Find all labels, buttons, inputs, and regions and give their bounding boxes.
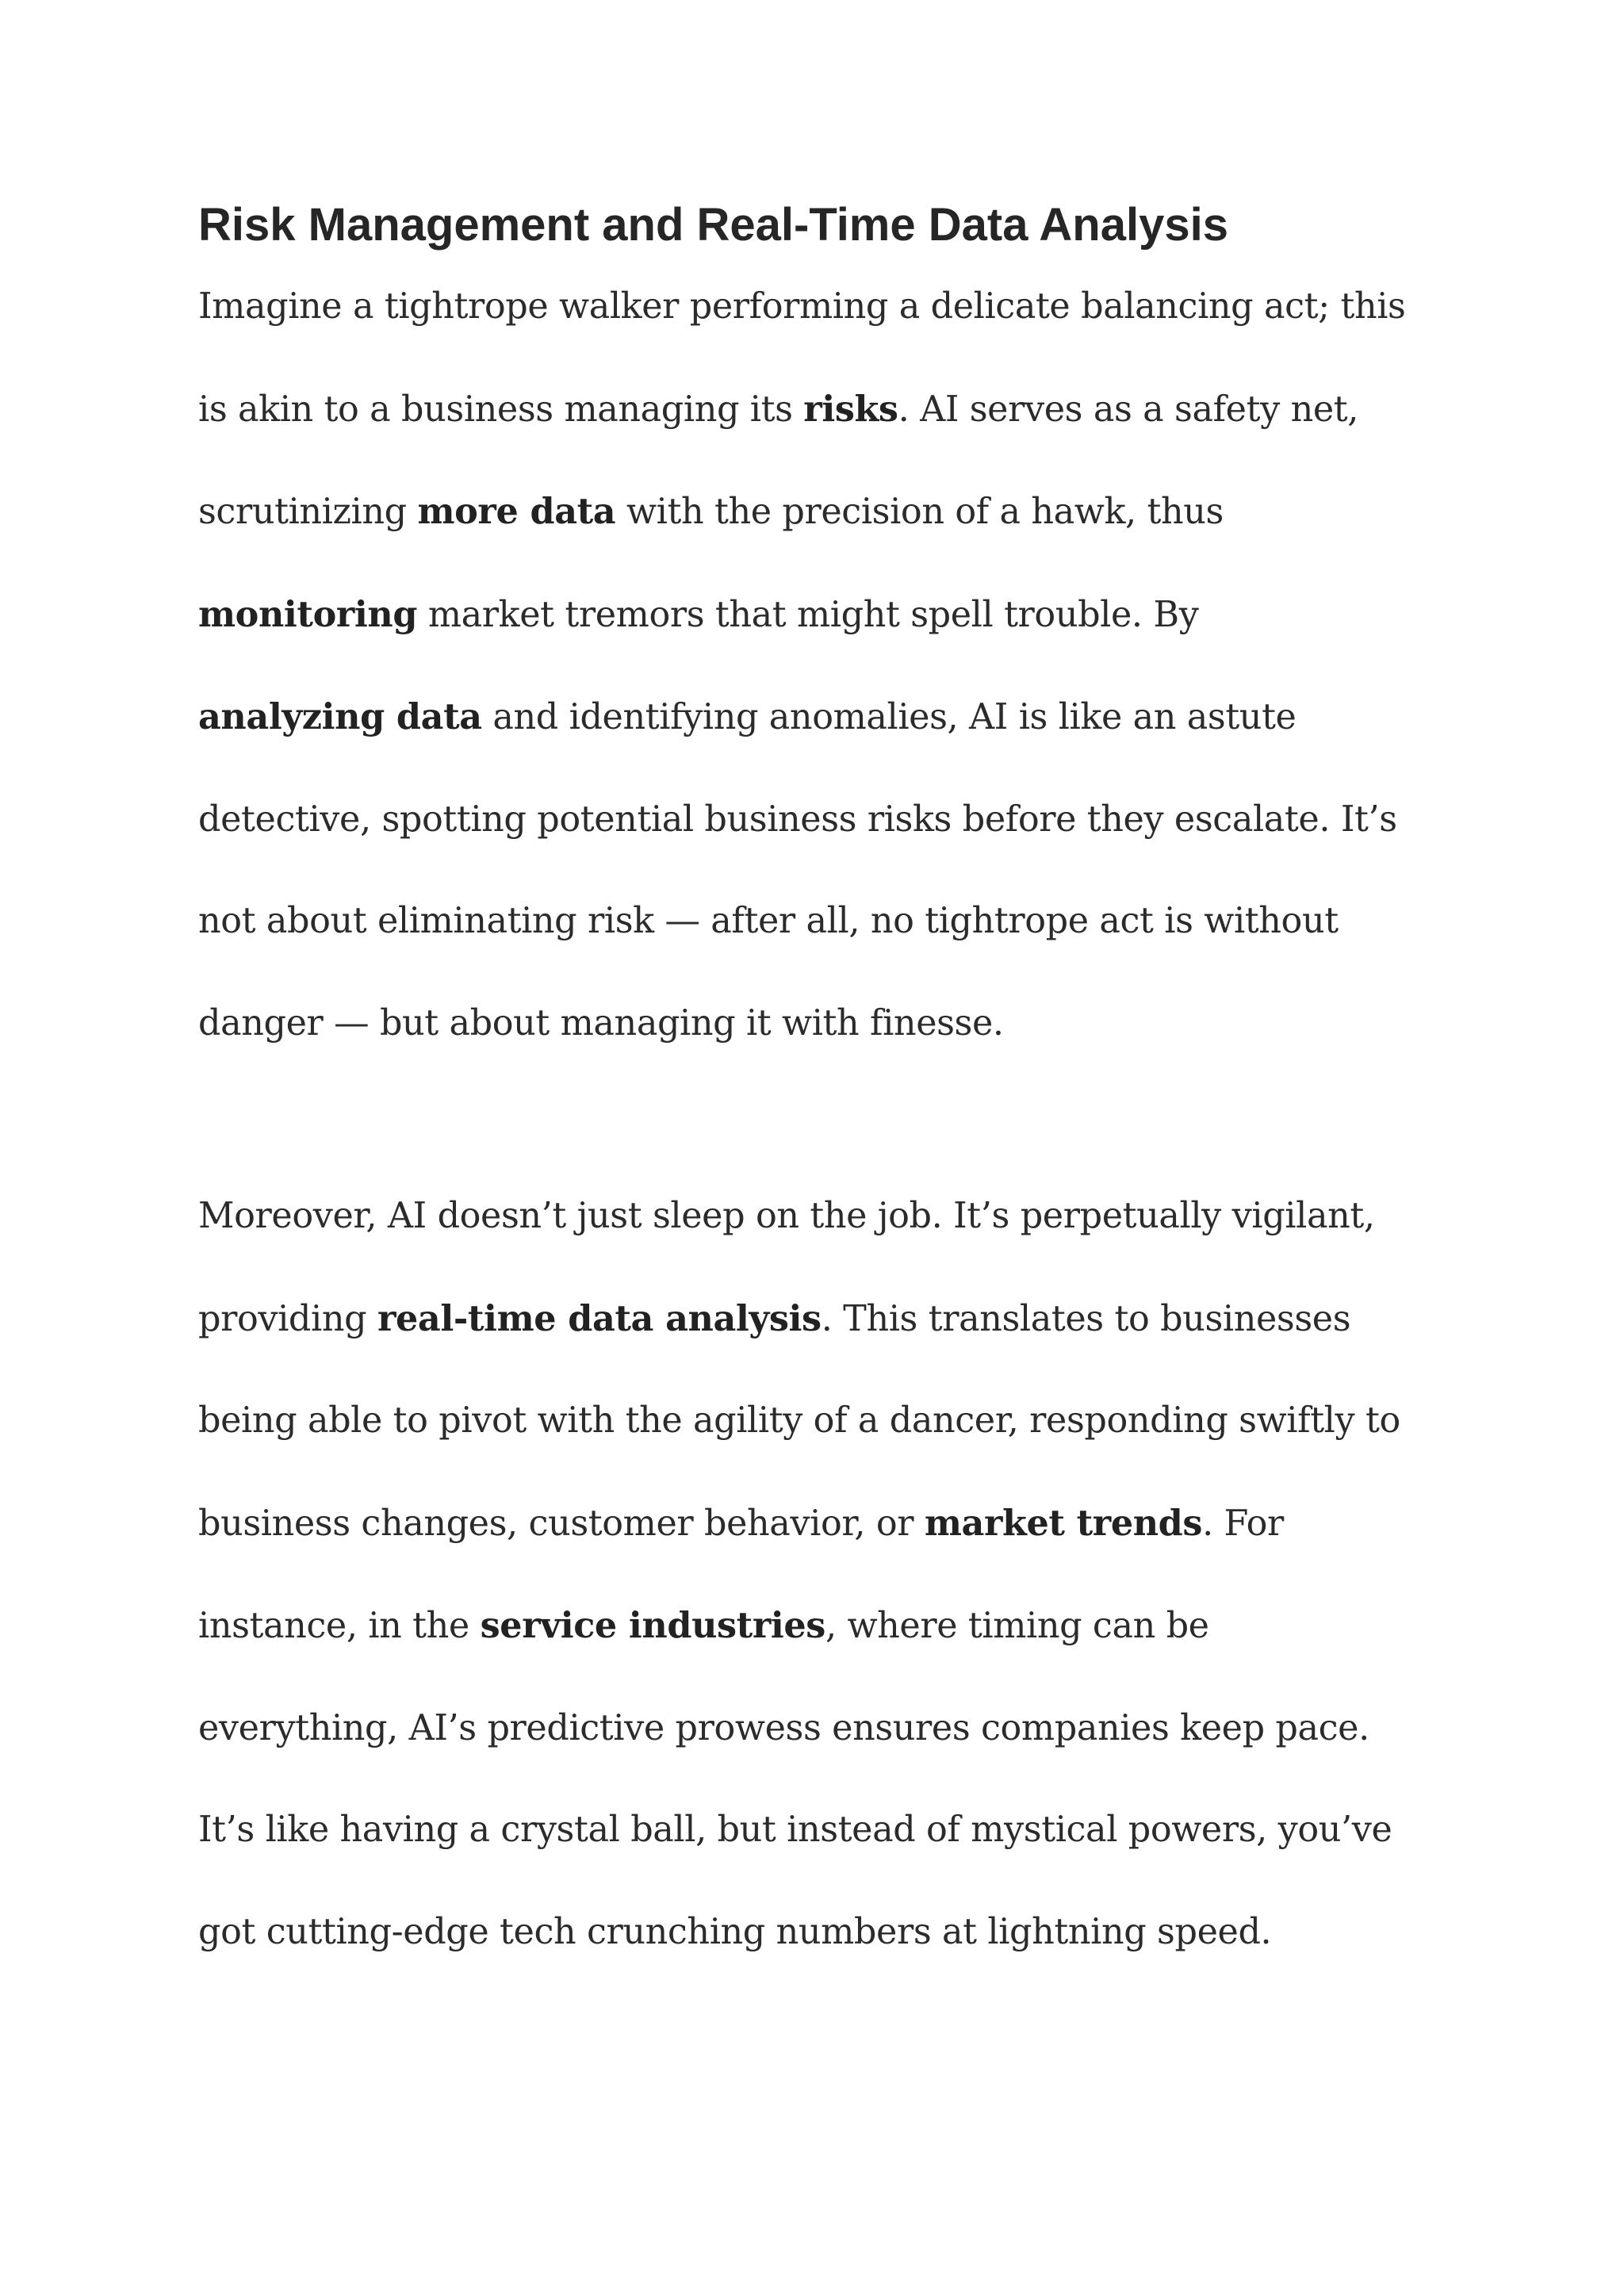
text-line xyxy=(198,461,1451,564)
text-line xyxy=(198,769,1451,871)
bold-term: risks xyxy=(803,388,898,430)
text-line xyxy=(198,1882,1451,1984)
text-run: , where timing can be xyxy=(825,1606,1209,1646)
bold-term: analyzing data xyxy=(198,696,482,737)
text-run: got cutting-edge tech crunching numbers at lightning speed. xyxy=(198,1911,1272,1952)
text-run: with the precision of a hawk, thus xyxy=(615,492,1224,532)
paragraph xyxy=(198,256,1451,1074)
text-run: . This translates to businesses xyxy=(821,1298,1351,1339)
text-line xyxy=(198,564,1451,667)
text-run: and identifying anomalies, AI is like an astute xyxy=(481,697,1297,737)
text-run: scrutinizing xyxy=(198,492,418,532)
bold-term: real-time data analysis xyxy=(377,1297,822,1339)
text-line xyxy=(198,1370,1451,1473)
text-run: . AI serves as a safety net, xyxy=(898,389,1358,430)
text-line xyxy=(198,666,1451,769)
text-line xyxy=(198,973,1451,1075)
text-line xyxy=(198,1779,1451,1882)
bold-term: market trends xyxy=(924,1502,1203,1544)
bold-term: service industries xyxy=(480,1605,825,1646)
text-run: Moreover, AI doesn’t just sleep on the job. It’s perpetually vigilant, xyxy=(198,1196,1375,1236)
text-line xyxy=(198,256,1451,358)
paragraph xyxy=(198,1166,1451,1983)
bold-term: more data xyxy=(417,491,616,532)
bold-term: monitoring xyxy=(198,593,418,635)
text-line xyxy=(198,358,1451,461)
body-text xyxy=(198,256,1451,1983)
text-run: detective, spotting potential business risks before they escalate. It’s xyxy=(198,798,1397,840)
text-line xyxy=(198,1166,1451,1268)
text-run: being able to pivot with the agility of a dancer, responding swiftly to xyxy=(198,1400,1400,1441)
text-line xyxy=(198,1678,1451,1780)
text-line xyxy=(198,1575,1451,1678)
document-page xyxy=(198,0,1451,2294)
text-line xyxy=(198,1268,1451,1371)
text-run: not about eliminating risk — after all, no tightrope act is without xyxy=(198,901,1339,941)
text-line xyxy=(198,871,1451,973)
text-run: market tremors that might spell trouble. By xyxy=(417,594,1199,635)
section-heading: Risk Management and Real-Time Data Analysis xyxy=(198,199,1228,251)
text-run: providing xyxy=(198,1298,377,1339)
text-run: It’s like having a crystal ball, but instead of mystical powers, you’ve xyxy=(198,1810,1392,1850)
text-line xyxy=(198,1473,1451,1576)
text-run: is akin to a business managing its xyxy=(198,389,804,430)
text-run: instance, in the xyxy=(198,1606,481,1646)
text-run: danger — but about managing it with finesse. xyxy=(198,1002,1004,1044)
text-run: business changes, customer behavior, or xyxy=(198,1503,925,1544)
text-run: Imagine a tightrope walker performing a delicate balancing act; this xyxy=(198,286,1406,327)
text-run: . For xyxy=(1202,1503,1284,1544)
text-run: everything, AI’s predictive prowess ensures companies keep pace. xyxy=(198,1707,1369,1748)
